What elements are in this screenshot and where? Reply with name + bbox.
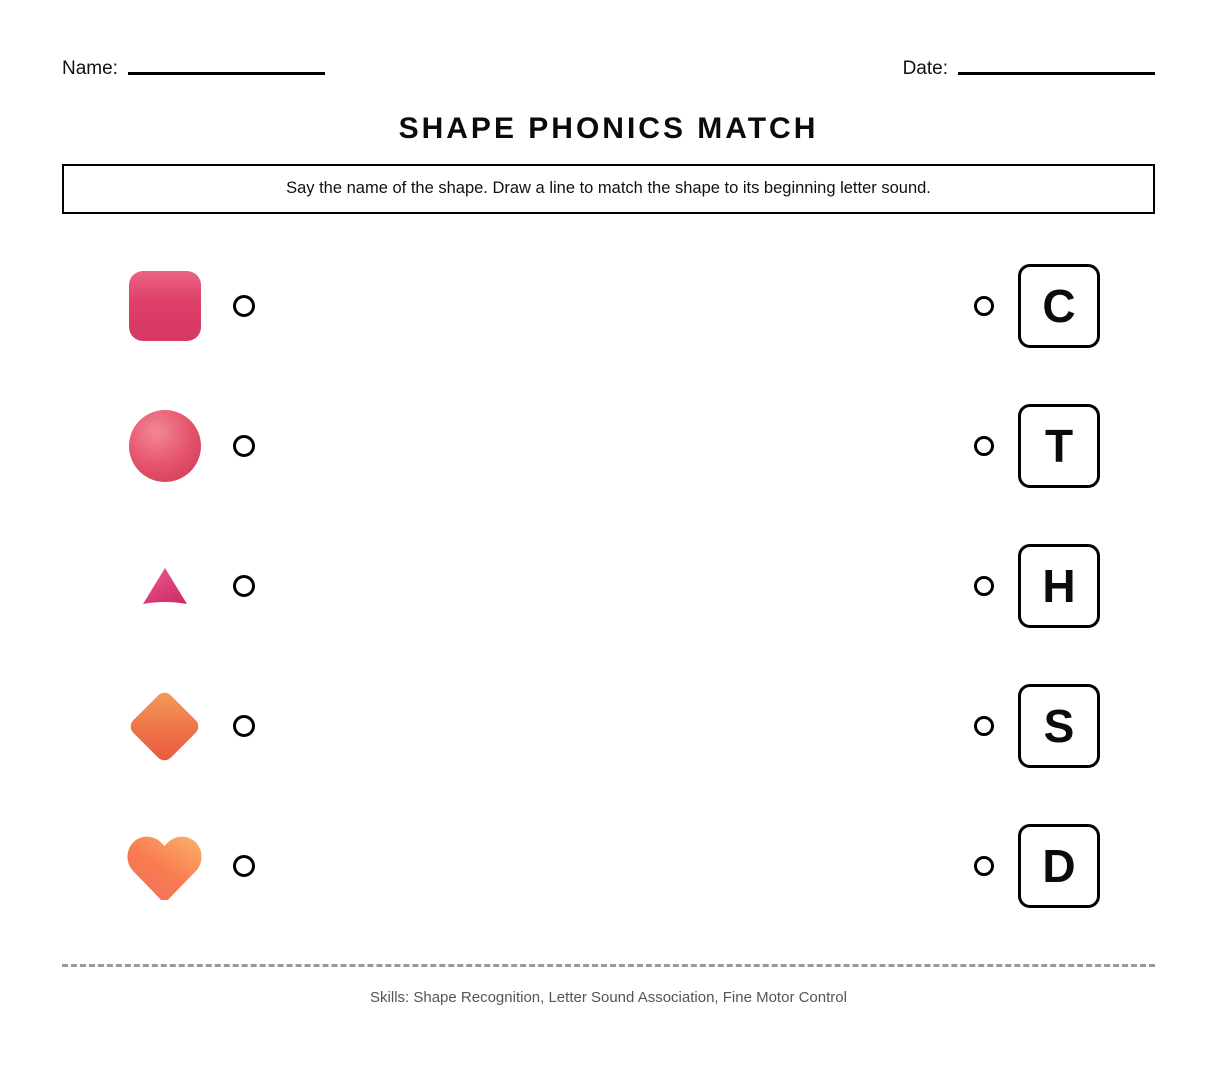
header [0, 0, 1217, 80]
name-field [62, 58, 325, 80]
connector-dot-left-circle[interactable] [233, 435, 255, 457]
match-row-circle [0, 376, 1217, 516]
heart-shape-icon [127, 827, 202, 905]
date-label: Date: [902, 58, 948, 79]
connector-dot-right-t[interactable] [974, 436, 994, 456]
diamond-shape-icon [127, 687, 202, 765]
match-row-triangle [0, 516, 1217, 656]
dashed-divider [62, 964, 1155, 967]
connector-dot-right-c[interactable] [974, 296, 994, 316]
match-row-heart [0, 796, 1217, 936]
circle-shape-icon [127, 407, 202, 485]
skills-footer: Skills: Shape Recognition, Letter Sound Association, Fine Motor Control [370, 989, 847, 1006]
letter-box-t[interactable]: T [1018, 404, 1100, 488]
connector-dot-left-diamond[interactable] [233, 715, 255, 737]
connector-dot-right-d[interactable] [974, 856, 994, 876]
matching-area [0, 236, 1217, 936]
page-title: SHAPE PHONICS MATCH [398, 112, 819, 145]
triangle-shape-icon [127, 547, 202, 625]
name-label: Name: [62, 58, 118, 79]
connector-dot-left-square[interactable] [233, 295, 255, 317]
date-field [903, 58, 1155, 80]
instructions-text: Say the name of the shape. Draw a line to match the shape to its beginning letter sound. [286, 179, 931, 197]
match-row-diamond [0, 656, 1217, 796]
match-row-square [0, 236, 1217, 376]
letter-box-h[interactable]: H [1018, 544, 1100, 628]
connector-dot-right-h[interactable] [974, 576, 994, 596]
connector-dot-left-heart[interactable] [233, 855, 255, 877]
letter-box-d[interactable]: D [1018, 824, 1100, 908]
instructions-box [62, 164, 1155, 214]
letter-box-s[interactable]: S [1018, 684, 1100, 768]
name-write-line [128, 72, 325, 75]
date-write-line [958, 72, 1155, 75]
connector-dot-right-s[interactable] [974, 716, 994, 736]
letter-box-c[interactable]: C [1018, 264, 1100, 348]
square-shape-icon [127, 267, 202, 345]
connector-dot-left-triangle[interactable] [233, 575, 255, 597]
